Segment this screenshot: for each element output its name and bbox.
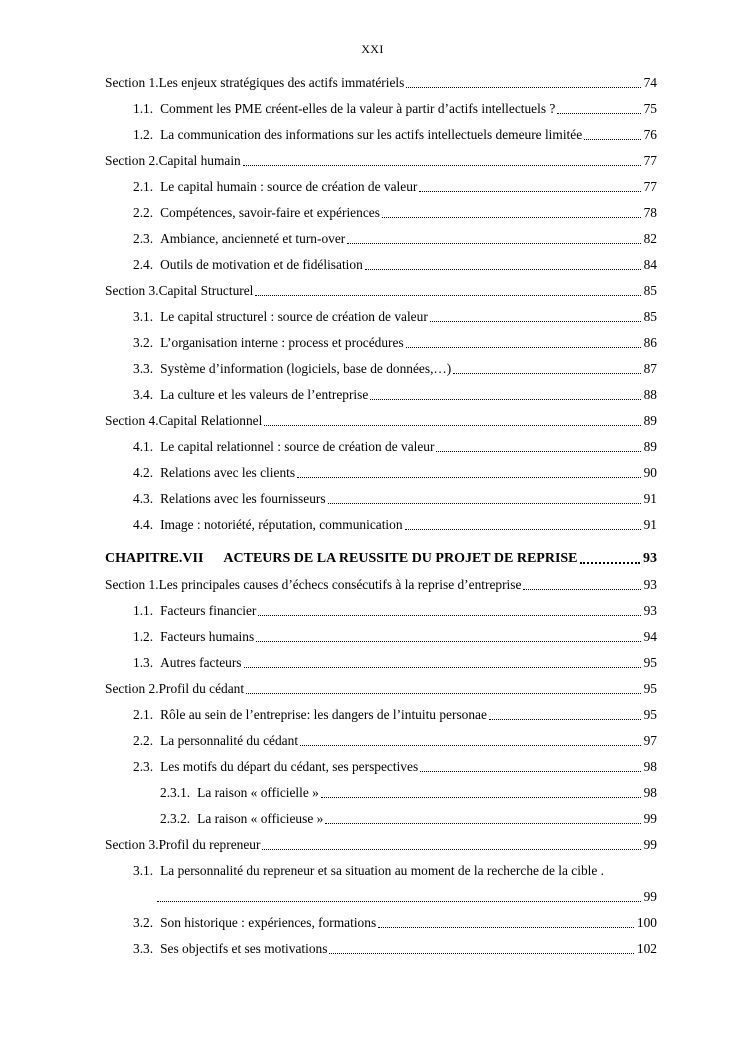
entry-number: Section 1.: [105, 577, 159, 592]
entry-page-number: 102: [636, 941, 657, 956]
toc-entry: [105, 177, 657, 196]
entry-number: Section 3.: [105, 837, 159, 852]
dot-leader: [557, 113, 640, 114]
entry-page-number: 82: [643, 231, 657, 246]
dot-leader: [157, 901, 641, 902]
entry-number: Section 2.: [105, 681, 159, 696]
entry-title: La raison « officieuse »: [197, 811, 324, 826]
dot-leader: [258, 615, 640, 616]
dot-leader: [329, 953, 633, 954]
toc-entry: [105, 627, 657, 646]
entry-number: 2.3.2.: [160, 811, 191, 826]
entry-title: Profil du cédant: [158, 681, 245, 696]
entry-number: 4.1.: [133, 439, 154, 454]
toc-entry: [105, 255, 657, 274]
entry-title: Ambiance, ancienneté et turn-over: [160, 231, 346, 246]
entry-number: 4.3.: [133, 491, 154, 506]
toc-entry: [105, 437, 657, 456]
dot-leader: [489, 719, 641, 720]
entry-page-number: 91: [643, 517, 657, 532]
entry-title: La personnalité du cédant: [160, 733, 299, 748]
entry-page-number: 93: [643, 577, 657, 592]
dot-leader: [321, 797, 641, 798]
dot-leader: [325, 823, 640, 824]
entry-title: Comment les PME créent-elles de la valeur à partir d’actifs intellectuels ?: [160, 101, 556, 116]
entry-page-number: 77: [643, 179, 657, 194]
dot-leader: [328, 503, 641, 504]
dot-leader: [246, 693, 641, 694]
toc-entry: [105, 333, 657, 352]
toc-entry: [105, 411, 657, 430]
entry-title: Facteurs humains: [160, 629, 255, 644]
toc-entry: [105, 125, 657, 144]
dot-leader: [264, 425, 640, 426]
entry-number: 3.1.: [133, 309, 154, 324]
entry-number: 1.2.: [133, 127, 154, 142]
entry-page-number: 77: [643, 153, 657, 168]
entry-title: Capital Relationnel: [158, 413, 263, 428]
dot-leader: [300, 745, 641, 746]
toc-entry: [105, 515, 657, 534]
entry-page-number: 84: [643, 257, 657, 272]
dot-leader: [430, 321, 641, 322]
toc-entry: [105, 861, 657, 880]
entry-number: 2.3.: [133, 231, 154, 246]
toc-entry: [105, 653, 657, 672]
entry-page-number: 94: [643, 629, 657, 644]
entry-number: 2.3.1.: [160, 785, 191, 800]
toc-entry: [105, 835, 657, 854]
entry-number: 4.2.: [133, 465, 154, 480]
entry-page-number: 98: [643, 785, 657, 800]
toc-entry: [105, 705, 657, 724]
entry-page-number: 87: [643, 361, 657, 376]
entry-title: Son historique : expériences, formations: [160, 915, 377, 930]
entry-number: 3.4.: [133, 387, 154, 402]
entry-title: Les motifs du départ du cédant, ses perspectives: [160, 759, 419, 774]
toc-entry: [105, 575, 657, 594]
entry-title: Ses objectifs et ses motivations: [160, 941, 328, 956]
entry-page-number: 99: [643, 837, 657, 852]
entry-page-number: 95: [643, 681, 657, 696]
entry-title: La personnalité du repreneur et sa situation au moment de la recherche de la cible .: [160, 863, 605, 878]
toc-entry: [105, 757, 657, 776]
toc-entry: [105, 203, 657, 222]
dot-leader: [453, 373, 640, 374]
entry-page-number: 86: [643, 335, 657, 350]
entry-page-number: 88: [643, 387, 657, 402]
entry-page-number: 78: [643, 205, 657, 220]
entry-page-number: 93: [643, 603, 657, 618]
toc-entry: [105, 73, 657, 92]
toc-entry: [105, 601, 657, 620]
entry-title: Capital humain: [158, 153, 241, 168]
entry-number: 1.3.: [133, 655, 154, 670]
toc-entry: [105, 939, 657, 958]
entry-title: La communication des informations sur les actifs intellectuels demeure limitée: [160, 127, 583, 142]
entry-page-number: 91: [643, 491, 657, 506]
toc-entry: [105, 549, 657, 568]
toc-entry: [105, 731, 657, 750]
toc-entry: [105, 307, 657, 326]
toc-entry: [105, 783, 657, 802]
entry-number: 2.3.: [133, 759, 154, 774]
dot-leader: [297, 477, 641, 478]
entry-number: 2.1.: [133, 707, 154, 722]
dot-leader: [244, 667, 641, 668]
toc-entry: [105, 229, 657, 248]
entry-title: La raison « officielle »: [197, 785, 319, 800]
dot-leader: [370, 399, 640, 400]
entry-number: 3.2.: [133, 915, 154, 930]
dot-leader: [256, 641, 640, 642]
entry-number: 4.4.: [133, 517, 154, 532]
entry-page-number: 90: [643, 465, 657, 480]
entry-title: Relations avec les fournisseurs: [160, 491, 326, 506]
toc-entry: [105, 359, 657, 378]
entry-page-number: 74: [643, 75, 657, 90]
toc-entry: [105, 99, 657, 118]
toc-entry: [105, 463, 657, 482]
entry-page-number: 100: [636, 915, 657, 930]
entry-title: Relations avec les clients: [160, 465, 296, 480]
entry-number: Section 3.: [105, 283, 159, 298]
dot-leader: [378, 927, 634, 928]
entry-page-number: 89: [643, 439, 657, 454]
entry-page-number: 95: [643, 707, 657, 722]
dot-leader: [436, 451, 640, 452]
entry-title: Système d’information (logiciels, base de données,…): [160, 361, 452, 376]
entry-number: 1.2.: [133, 629, 154, 644]
dot-leader: [347, 243, 640, 244]
dot-leader: [406, 347, 641, 348]
entry-title: La culture et les valeurs de l’entreprise: [160, 387, 369, 402]
entry-number: 2.4.: [133, 257, 154, 272]
toc-entry: [105, 281, 657, 300]
entry-number: 2.2.: [133, 205, 154, 220]
entry-number: 3.3.: [133, 941, 154, 956]
entry-number: Section 4.: [105, 413, 159, 428]
entry-number: 3.3.: [133, 361, 154, 376]
entry-page-number: 85: [643, 309, 657, 324]
dot-leader: [523, 589, 640, 590]
dot-leader: [255, 295, 640, 296]
entry-page-number: 97: [643, 733, 657, 748]
entry-number: 2.2.: [133, 733, 154, 748]
entry-number: 3.2.: [133, 335, 154, 350]
entry-title: L’organisation interne : process et procédures: [160, 335, 404, 350]
entry-title: Profil du repreneur: [158, 837, 261, 852]
entry-page-number: 89: [643, 413, 657, 428]
dot-leader: [419, 191, 640, 192]
dot-leader: [580, 562, 640, 564]
dot-leader: [406, 87, 640, 88]
entry-title: Rôle au sein de l’entreprise: les dangers de l’intuitu personae: [160, 707, 487, 722]
entry-title: Compétences, savoir-faire et expériences: [160, 205, 380, 220]
dot-leader: [382, 217, 641, 218]
page-number-header: XXI: [361, 42, 384, 56]
entry-number: 1.1.: [133, 603, 154, 618]
entry-title: Le capital humain : source de création de valeur: [160, 179, 418, 194]
entry-number: CHAPITRE.VII: [105, 551, 204, 566]
entry-number: 3.1.: [133, 863, 154, 878]
dot-leader: [584, 139, 640, 140]
entry-number: 1.1.: [133, 101, 154, 116]
entry-title: Outils de motivation et de fidélisation: [160, 257, 363, 272]
entry-title: Image : notoriété, réputation, communication: [160, 517, 403, 532]
entry-page-number: 75: [643, 101, 657, 116]
entry-title: ACTEURS DE LA REUSSITE DU PROJET DE REPRISE: [223, 551, 578, 566]
entry-title: Le capital relationnel : source de création de valeur: [160, 439, 435, 454]
entry-title: Capital Structurel: [158, 283, 254, 298]
toc-entry: [105, 887, 657, 906]
toc-entry: [105, 913, 657, 932]
entry-title: Autres facteurs: [160, 655, 242, 670]
entry-title: Les enjeux stratégiques des actifs immatériels: [158, 75, 405, 90]
dot-leader: [365, 269, 641, 270]
entry-page-number: 98: [643, 759, 657, 774]
dot-leader: [405, 529, 641, 530]
entry-title: Le capital structurel : source de création de valeur: [160, 309, 428, 324]
dot-leader: [420, 771, 640, 772]
toc-list: [105, 73, 657, 958]
toc-entry: [105, 151, 657, 170]
entry-page-number: 99: [643, 889, 657, 904]
entry-page-number: 95: [643, 655, 657, 670]
toc-entry: [105, 679, 657, 698]
entry-page-number: 93: [643, 551, 657, 566]
entry-page-number: 99: [643, 811, 657, 826]
toc-entry: [105, 385, 657, 404]
toc-entry: [105, 809, 657, 828]
entry-title: Les principales causes d’échecs consécutifs à la reprise d’entreprise: [158, 577, 522, 592]
entry-number: 2.1.: [133, 179, 154, 194]
entry-number: Section 2.: [105, 153, 159, 168]
toc-entry: [105, 489, 657, 508]
entry-title: Facteurs financier: [160, 603, 257, 618]
dot-leader: [262, 849, 640, 850]
entry-page-number: 85: [643, 283, 657, 298]
dot-leader: [243, 165, 641, 166]
entry-page-number: 76: [643, 127, 657, 142]
entry-number: Section 1.: [105, 75, 159, 90]
